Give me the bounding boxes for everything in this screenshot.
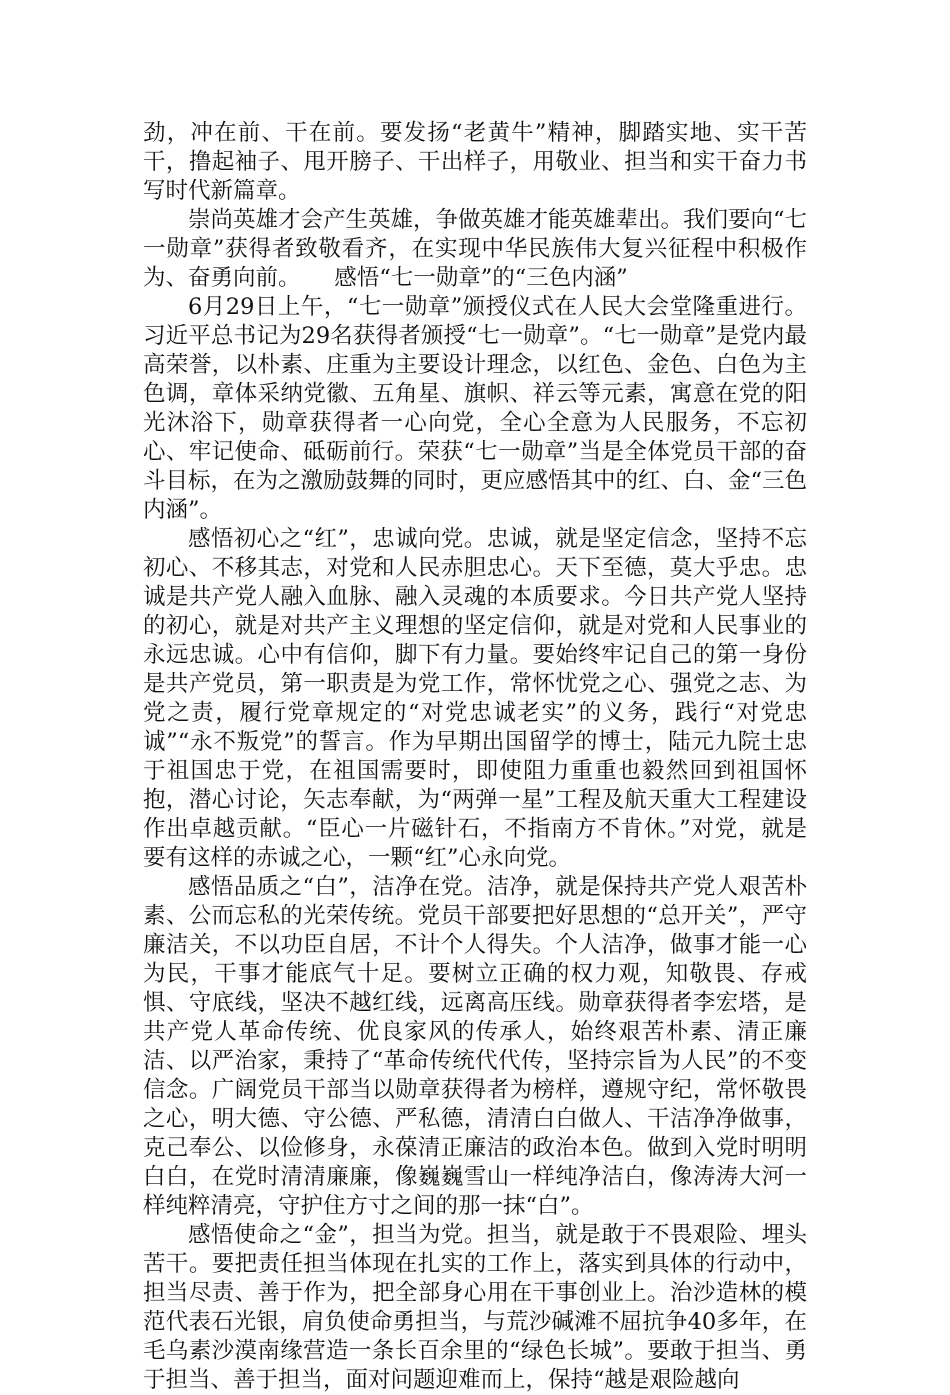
paragraph-white: 感悟品质之“白”，洁净在党。洁净，就是保持共产党人艰苦朴素、公而忘私的光荣传统。党员干部要把好思想的“总开关”，严守廉洁关，不以功臣自居，不计个人得失。个人洁净，做事才能一心为民，干事才能底气十足。要树立正确的权力观，知敬畏、存戒惧、守底线，坚决不越红线，远离高压线。勋章获得者李宏塔，是共产党人革命传统、优良家风的传承人，始终艰苦朴素、清正廉洁、以严治家，秉持了“革命传统代代传，坚持宗旨为人民”的不变信念。广阔党员干部当以勋章获得者为榜样，遵规守纪，常怀敬畏之心，明大德、守公德、严私德，清清白白做人、干洁净净做事，克己奉公、以俭修身，永葆清正廉洁的政治本色。做到入党时明明白白，在党时清清廉廉，像巍巍雪山一样纯净洁白，像涛涛大河一样纯粹清亮，守护住方寸之间的那一抹“白”。 (143, 874, 807, 1219)
paragraph-heroes: 崇尚英雄才会产生英雄，争做英雄才能英雄辈出。我们要向“七一勋章”获得者致敬看齐，在实现中华民族伟大复兴征程中积极作为、奋勇向前。 感悟“七一勋章”的“三色内涵” (143, 207, 808, 291)
paragraph-red: 感悟初心之“红”，忠诚向党。忠诚，就是坚定信念，坚持不忘初心、不移其志，对党和人民赤胆忠心。天下至德，莫大乎忠。忠诚是共产党人融入血脉、融入灵魂的本质要求。今日共产党人坚持的初心，就是对共产主义理想的坚定信仰，就是对党和人民事业的永远忠诚。心中有信仰，脚下有力量。要始终牢记自己的第一身份是共产党员，第一职责是为党工作，常怀忧党之心、强党之志、为党之责，履行党章规定的“对党忠诚老实”的义务，践行“对党忠诚”“永不叛党”的誓言。作为早期出国留学的博士，陆元九院士忠于祖国忠于党，在祖国需要时，即使阻力重重也毅然回到祖国怀抱，潜心讨论，矢志奉献，为“两弹一星”工程及航天重大工程建设作出卓越贡献。“臣心一片磁针石，不指南方不肯休。”对党，就是要有这样的赤诚之心，一颗“红”心永向党。 (143, 526, 807, 871)
article-body (143, 119, 807, 1395)
paragraph-continuation: 劲，冲在前、干在前。要发扬“老黄牛”精神，脚踏实地、实干苦干，撸起袖子、甩开膀子、干出样子，用敬业、担当和实干奋力书写时代新篇章。 (143, 120, 807, 204)
paragraph-ceremony: 6月29日上午，“七一勋章”颁授仪式在人民大会堂隆重进行。习近平总书记为29名获得者颁授“七一勋章”。“七一勋章”是党内最高荣誉，以朴素、庄重为主要设计理念，以红色、金色、白色为主色调，章体采纳党徽、五角星、旗帜、祥云等元素，寓意在党的阳光沐浴下，勋章获得者一心向党，全心全意为人民服务，不忘初心、牢记使命、砥砺前行。荣获“七一勋章”当是全体党员干部的奋斗目标，在为之激励鼓舞的同时，更应感悟其中的红、白、金“三色内涵”。 (143, 294, 808, 523)
paragraph-gold: 感悟使命之“金”，担当为党。担当，就是敢于不畏艰险、埋头苦干。要把责任担当体现在扎实的工作上，落实到具体的行动中，担当尽责、善于作为，把全部身心用在干事创业上。治沙造林的模范代表石光银，肩负使命勇担当，与荒沙碱滩不屈抗争40多年，在毛乌素沙漠南缘营造一条长百余里的“绿色长城”。要敢于担当、勇于担当、善于担当，面对问题迎难而上，保持“越是艰险越向 (143, 1222, 807, 1393)
